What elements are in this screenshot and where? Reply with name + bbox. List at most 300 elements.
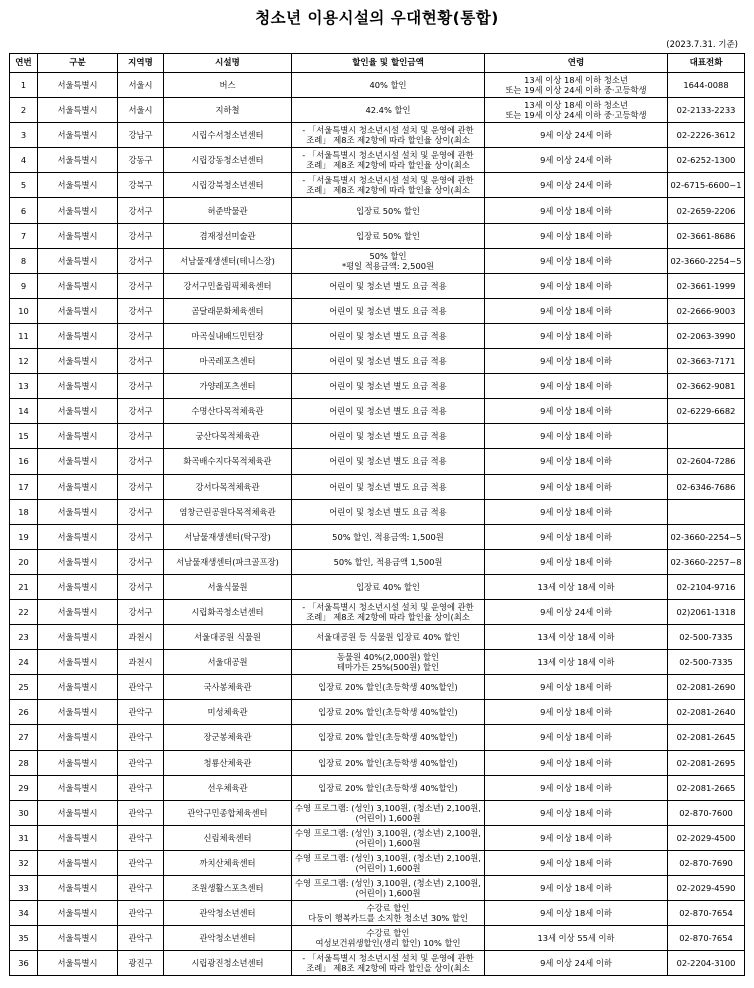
category-cell: 서울특별시 — [38, 474, 118, 499]
facility-name-cell: 가양레포츠센터 — [164, 374, 292, 399]
table-row — [10, 800, 745, 825]
row-number-cell: 30 — [10, 800, 38, 825]
facility-name-cell: 시립화곡청소년센터 — [164, 599, 292, 624]
category-cell: 서울특별시 — [38, 374, 118, 399]
age-cell — [485, 499, 668, 524]
table-row — [10, 374, 745, 399]
region-cell: 관악구 — [118, 800, 164, 825]
discount-cell — [292, 876, 485, 901]
region-cell: 강서구 — [118, 599, 164, 624]
category-cell: 서울특별시 — [38, 123, 118, 148]
phone-cell: 02-2081-2640 — [668, 700, 745, 725]
row-number-cell: 10 — [10, 298, 38, 323]
age-cell — [485, 524, 668, 549]
age-cell — [485, 374, 668, 399]
age-line-1: 9세 이상 18세 이하 — [540, 205, 612, 216]
age-cell — [485, 951, 668, 976]
category-cell: 서울특별시 — [38, 98, 118, 123]
table-row — [10, 599, 745, 624]
discount-cell — [292, 700, 485, 725]
facility-name-cell: 서울식물원 — [164, 574, 292, 599]
row-number-cell: 2 — [10, 98, 38, 123]
region-cell: 강동구 — [118, 148, 164, 173]
facility-name-cell: 시립강북청소년센터 — [164, 173, 292, 198]
row-number-cell: 29 — [10, 775, 38, 800]
age-line-1: 13세 이상 18세 이하 — [537, 657, 615, 668]
category-cell: 서울특별시 — [38, 951, 118, 976]
header-phone: 대표전화 — [668, 54, 745, 73]
facility-name-cell: 염창근린공원다목적체육관 — [164, 499, 292, 524]
row-number-cell: 5 — [10, 173, 38, 198]
category-cell: 서울특별시 — [38, 850, 118, 875]
discount-line-2: *평일 적용금액: 2,500원 — [341, 260, 435, 271]
phone-cell — [668, 424, 745, 449]
discount-line-2: (어린이) 1,600원 — [355, 837, 421, 848]
row-number-cell: 21 — [10, 574, 38, 599]
category-cell: 서울특별시 — [38, 574, 118, 599]
discount-cell — [292, 424, 485, 449]
region-cell: 강서구 — [118, 449, 164, 474]
discount-line-1: - 「서울특별시 청소년시설 설치 및 운영에 관한 — [302, 175, 474, 186]
page-title: 청소년 이용시설의 우대현황(통합) — [255, 9, 499, 27]
phone-cell: 02-2029-4500 — [668, 825, 745, 850]
discount-cell — [292, 650, 485, 675]
table-row — [10, 574, 745, 599]
age-cell — [485, 599, 668, 624]
row-number-cell: 33 — [10, 876, 38, 901]
category-cell: 서울특별시 — [38, 524, 118, 549]
region-cell: 서울시 — [118, 73, 164, 98]
discount-line-1: 어린이 및 청소년 별도 요금 적용 — [329, 356, 447, 367]
row-number-cell: 4 — [10, 148, 38, 173]
row-number-cell: 32 — [10, 850, 38, 875]
discount-cell — [292, 123, 485, 148]
age-cell — [485, 926, 668, 951]
age-line-1: 9세 이상 18세 이하 — [540, 255, 612, 266]
facility-name-cell: 관악구민종합체육센터 — [164, 800, 292, 825]
category-cell: 서울특별시 — [38, 323, 118, 348]
age-line-1: 9세 이상 18세 이하 — [540, 908, 612, 919]
table-row — [10, 876, 745, 901]
table-row — [10, 926, 745, 951]
discount-line-1: 어린이 및 청소년 별도 요금 적용 — [329, 456, 447, 467]
table-row — [10, 901, 745, 926]
discount-cell — [292, 248, 485, 273]
category-cell: 서울특별시 — [38, 725, 118, 750]
discount-cell — [292, 750, 485, 775]
age-line-1: 9세 이상 24세 이하 — [540, 130, 612, 141]
discount-line-1: 42.4% 할인 — [365, 105, 411, 116]
age-cell — [485, 98, 668, 123]
region-cell: 강서구 — [118, 574, 164, 599]
phone-cell — [668, 499, 745, 524]
discount-line-1: 수영 프로그램: (성인) 3,100원, (청소년) 2,100원, — [295, 827, 481, 838]
region-cell: 관악구 — [118, 876, 164, 901]
facility-name-cell: 선우체육관 — [164, 775, 292, 800]
phone-cell: 02)2061-1318 — [668, 599, 745, 624]
age-cell — [485, 750, 668, 775]
region-cell: 강서구 — [118, 323, 164, 348]
discount-cell — [292, 800, 485, 825]
age-line-1: 9세 이상 18세 이하 — [540, 456, 612, 467]
region-cell: 강서구 — [118, 198, 164, 223]
phone-cell: 1644-0088 — [668, 73, 745, 98]
discount-cell — [292, 323, 485, 348]
table-row — [10, 148, 745, 173]
facility-name-cell: 궁산다목적체육관 — [164, 424, 292, 449]
region-cell: 관악구 — [118, 725, 164, 750]
category-cell: 서울특별시 — [38, 198, 118, 223]
facility-name-cell: 국사봉체육관 — [164, 675, 292, 700]
region-cell: 강서구 — [118, 374, 164, 399]
discount-cell — [292, 73, 485, 98]
table-row — [10, 951, 745, 976]
discount-cell — [292, 599, 485, 624]
table-header-row — [10, 54, 745, 73]
category-cell: 서울특별시 — [38, 223, 118, 248]
age-cell — [485, 574, 668, 599]
discount-cell — [292, 850, 485, 875]
facility-name-cell: 서남물재생센터(테니스장) — [164, 248, 292, 273]
row-number-cell: 18 — [10, 499, 38, 524]
facility-name-cell: 서울대공원 식물원 — [164, 625, 292, 650]
row-number-cell: 6 — [10, 198, 38, 223]
age-line-1: 9세 이상 18세 이하 — [540, 807, 612, 818]
discount-cell — [292, 98, 485, 123]
row-number-cell: 15 — [10, 424, 38, 449]
row-number-cell: 24 — [10, 650, 38, 675]
age-line-1: 9세 이상 18세 이하 — [540, 506, 612, 517]
category-cell: 서울특별시 — [38, 700, 118, 725]
discount-line-1: - 「서울특별시 청소년시설 설치 및 운영에 관한 — [302, 602, 474, 613]
facility-name-cell: 시립광진청소년센터 — [164, 951, 292, 976]
region-cell: 관악구 — [118, 700, 164, 725]
table-row — [10, 173, 745, 198]
category-cell: 서울특별시 — [38, 750, 118, 775]
phone-cell: 02-870-7654 — [668, 901, 745, 926]
facility-name-cell: 청룡산체육관 — [164, 750, 292, 775]
row-number-cell: 23 — [10, 625, 38, 650]
category-cell: 서울특별시 — [38, 273, 118, 298]
facility-name-cell: 수명산다목적체육관 — [164, 399, 292, 424]
region-cell: 강서구 — [118, 424, 164, 449]
facility-name-cell: 허준박물관 — [164, 198, 292, 223]
region-cell: 관악구 — [118, 926, 164, 951]
age-cell — [485, 449, 668, 474]
phone-cell: 02-6715-6600~1 — [668, 173, 745, 198]
table-row — [10, 750, 745, 775]
region-cell: 관악구 — [118, 775, 164, 800]
table-row — [10, 499, 745, 524]
discount-line-1: 50% 할인 — [369, 250, 407, 261]
category-cell: 서울특별시 — [38, 775, 118, 800]
category-cell: 서울특별시 — [38, 675, 118, 700]
facility-name-cell: 서울대공원 — [164, 650, 292, 675]
phone-cell: 02-6346-7686 — [668, 474, 745, 499]
table-row — [10, 123, 745, 148]
age-cell — [485, 399, 668, 424]
facility-name-cell: 강서다목적체육관 — [164, 474, 292, 499]
header-no: 연번 — [10, 54, 38, 73]
region-cell: 강서구 — [118, 298, 164, 323]
discount-cell — [292, 349, 485, 374]
table-row — [10, 399, 745, 424]
table-row — [10, 424, 745, 449]
facility-name-cell: 화곡배수지다목적체육관 — [164, 449, 292, 474]
discount-line-1: - 「서울특별시 청소년시설 설치 및 운영에 관한 — [302, 125, 474, 136]
age-line-1: 9세 이상 18세 이하 — [540, 782, 612, 793]
row-number-cell: 26 — [10, 700, 38, 725]
phone-cell: 02-3660-2254~5 — [668, 248, 745, 273]
row-number-cell: 13 — [10, 374, 38, 399]
facility-name-cell: 시립수서청소년센터 — [164, 123, 292, 148]
age-cell — [485, 323, 668, 348]
table-row — [10, 625, 745, 650]
category-cell: 서울특별시 — [38, 825, 118, 850]
category-cell: 서울특별시 — [38, 599, 118, 624]
age-line-2: 또는 19세 이상 24세 이하 중·고등학생 — [505, 110, 647, 121]
age-cell — [485, 248, 668, 273]
discount-line-1: 어린이 및 청소년 별도 요금 적용 — [329, 305, 447, 316]
category-cell: 서울특별시 — [38, 349, 118, 374]
age-line-2: 또는 19세 이상 24세 이하 중·고등학생 — [505, 85, 647, 96]
region-cell: 광진구 — [118, 951, 164, 976]
discount-line-1: 어린이 및 청소년 별도 요금 적용 — [329, 381, 447, 392]
discount-cell — [292, 223, 485, 248]
age-line-1: 9세 이상 18세 이하 — [540, 431, 612, 442]
row-number-cell: 8 — [10, 248, 38, 273]
age-cell — [485, 123, 668, 148]
age-cell — [485, 298, 668, 323]
facility-name-cell: 마곡레포츠센터 — [164, 349, 292, 374]
header-facility: 시설명 — [164, 54, 292, 73]
discount-cell — [292, 625, 485, 650]
phone-cell: 02-2204-3100 — [668, 951, 745, 976]
header-category: 구분 — [38, 54, 118, 73]
discount-line-1: 어린이 및 청소년 별도 요금 적용 — [329, 431, 447, 442]
row-number-cell: 9 — [10, 273, 38, 298]
region-cell: 관악구 — [118, 750, 164, 775]
discount-line-1: 입장료 50% 할인 — [356, 205, 420, 216]
region-cell: 강서구 — [118, 524, 164, 549]
age-cell — [485, 675, 668, 700]
age-line-1: 13세 이상 18세 이하 청소년 — [524, 100, 628, 111]
facility-name-cell: 마곡실내배드민턴장 — [164, 323, 292, 348]
age-cell — [485, 800, 668, 825]
age-line-1: 13세 이상 18세 이하 — [537, 632, 615, 643]
table-row — [10, 323, 745, 348]
facility-name-cell: 장군봉체육관 — [164, 725, 292, 750]
discount-cell — [292, 775, 485, 800]
phone-cell: 02-2029-4590 — [668, 876, 745, 901]
table-row — [10, 248, 745, 273]
age-cell — [485, 198, 668, 223]
age-cell — [485, 700, 668, 725]
age-line-1: 9세 이상 18세 이하 — [540, 556, 612, 567]
discount-line-1: - 「서울특별시 청소년시설 설치 및 운영에 관한 — [302, 953, 474, 964]
table-row — [10, 650, 745, 675]
discount-line-1: - 「서울특별시 청소년시설 설치 및 운영에 관한 — [302, 150, 474, 161]
phone-cell: 02-3663-7171 — [668, 349, 745, 374]
age-line-1: 9세 이상 18세 이하 — [540, 832, 612, 843]
discount-line-1: 수영 프로그램: (성인) 3,100원, (청소년) 2,100원, — [295, 878, 481, 889]
age-cell — [485, 173, 668, 198]
row-number-cell: 25 — [10, 675, 38, 700]
age-line-1: 9세 이상 18세 이하 — [540, 381, 612, 392]
region-cell: 강서구 — [118, 549, 164, 574]
discount-line-1: 어린이 및 청소년 별도 요금 적용 — [329, 280, 447, 291]
age-line-1: 9세 이상 18세 이하 — [540, 531, 612, 542]
category-cell: 서울특별시 — [38, 625, 118, 650]
table-row — [10, 675, 745, 700]
phone-cell: 02-870-7600 — [668, 800, 745, 825]
discount-line-2: 다둥이 행복카드를 소지한 청소년 30% 할인 — [308, 913, 468, 924]
table-row — [10, 474, 745, 499]
discount-line-1: 어린이 및 청소년 별도 요금 적용 — [329, 406, 447, 417]
discount-line-2: 여성보건위생할인(생리 할인) 10% 할인 — [315, 938, 461, 949]
discount-cell — [292, 499, 485, 524]
age-line-1: 9세 이상 18세 이하 — [540, 757, 612, 768]
age-cell — [485, 876, 668, 901]
table-row — [10, 775, 745, 800]
age-cell — [485, 223, 668, 248]
discount-cell — [292, 951, 485, 976]
age-cell — [485, 148, 668, 173]
discount-line-2: 조례」 제8조 제2항에 따라 할인율 상이(최소 — [306, 135, 470, 146]
category-cell: 서울특별시 — [38, 901, 118, 926]
date-note: (2023.7.31. 기준) — [666, 40, 738, 50]
facility-name-cell: 버스 — [164, 73, 292, 98]
age-line-1: 9세 이상 24세 이하 — [540, 180, 612, 191]
region-cell: 강서구 — [118, 349, 164, 374]
category-cell: 서울특별시 — [38, 449, 118, 474]
phone-cell: 02-3660-2254~5 — [668, 524, 745, 549]
facility-name-cell: 신림체육센터 — [164, 825, 292, 850]
age-line-1: 9세 이상 18세 이하 — [540, 230, 612, 241]
discount-line-1: 입장료 20% 할인(초등학생 40%할인) — [318, 682, 458, 693]
discount-cell — [292, 298, 485, 323]
age-line-1: 9세 이상 18세 이하 — [540, 732, 612, 743]
age-line-1: 9세 이상 18세 이하 — [540, 356, 612, 367]
facility-name-cell: 조원생활스포츠센터 — [164, 876, 292, 901]
region-cell: 강서구 — [118, 499, 164, 524]
row-number-cell: 19 — [10, 524, 38, 549]
region-cell: 관악구 — [118, 901, 164, 926]
row-number-cell: 20 — [10, 549, 38, 574]
phone-cell: 02-870-7690 — [668, 850, 745, 875]
phone-cell: 02-500-7335 — [668, 650, 745, 675]
age-cell — [485, 825, 668, 850]
discount-line-1: 50% 할인, 적용금액 1,500원 — [333, 556, 443, 567]
phone-cell: 02-500-7335 — [668, 625, 745, 650]
age-line-1: 9세 이상 24세 이하 — [540, 607, 612, 618]
discount-cell — [292, 173, 485, 198]
discount-cell — [292, 825, 485, 850]
facility-name-cell: 곰달래문화체육센터 — [164, 298, 292, 323]
category-cell: 서울특별시 — [38, 876, 118, 901]
discount-line-1: 입장료 20% 할인(초등학생 40%할인) — [318, 707, 458, 718]
phone-cell: 02-2666-9003 — [668, 298, 745, 323]
category-cell: 서울특별시 — [38, 424, 118, 449]
facility-table — [9, 53, 745, 976]
discount-line-1: 수강료 할인 — [366, 903, 410, 914]
region-cell: 강서구 — [118, 399, 164, 424]
discount-line-1: 수강료 할인 — [366, 928, 410, 939]
category-cell: 서울특별시 — [38, 148, 118, 173]
discount-cell — [292, 198, 485, 223]
region-cell: 과천시 — [118, 650, 164, 675]
facility-name-cell: 시립강동청소년센터 — [164, 148, 292, 173]
discount-line-2: 조례」 제8조 제2항에 따라 할인율 상이(최소 — [306, 160, 470, 171]
age-line-1: 9세 이상 18세 이하 — [540, 330, 612, 341]
header-region: 지역명 — [118, 54, 164, 73]
row-number-cell: 3 — [10, 123, 38, 148]
discount-line-1: 40% 할인 — [369, 80, 407, 91]
phone-cell: 02-6252-1300 — [668, 148, 745, 173]
table-row — [10, 298, 745, 323]
category-cell: 서울특별시 — [38, 73, 118, 98]
phone-cell: 02-2081-2645 — [668, 725, 745, 750]
discount-line-2: 조례」 제8조 제2항에 따라 할인율 상이(최소 — [306, 185, 470, 196]
discount-cell — [292, 549, 485, 574]
table-row — [10, 198, 745, 223]
category-cell: 서울특별시 — [38, 298, 118, 323]
table-row — [10, 273, 745, 298]
row-number-cell: 12 — [10, 349, 38, 374]
discount-line-2: (어린이) 1,600원 — [355, 862, 421, 873]
facility-name-cell: 관악청소년센터 — [164, 901, 292, 926]
age-line-1: 9세 이상 18세 이하 — [540, 280, 612, 291]
row-number-cell: 22 — [10, 599, 38, 624]
facility-name-cell: 서남물재생센터(탁구장) — [164, 524, 292, 549]
discount-line-2: (어린이) 1,600원 — [355, 812, 421, 823]
discount-line-1: 어린이 및 청소년 별도 요금 적용 — [329, 481, 447, 492]
category-cell: 서울특별시 — [38, 248, 118, 273]
age-cell — [485, 725, 668, 750]
discount-line-1: 50% 할인, 적용금액: 1,500원 — [332, 531, 444, 542]
row-number-cell: 35 — [10, 926, 38, 951]
discount-cell — [292, 574, 485, 599]
age-line-1: 13세 이상 18세 이하 청소년 — [524, 75, 628, 86]
category-cell: 서울특별시 — [38, 499, 118, 524]
phone-cell: 02-3661-1999 — [668, 273, 745, 298]
discount-cell — [292, 148, 485, 173]
row-number-cell: 17 — [10, 474, 38, 499]
age-cell — [485, 349, 668, 374]
discount-line-1: 수영 프로그램: (성인) 3,100원, (청소년) 2,100원, — [295, 802, 481, 813]
discount-line-1: 입장료 50% 할인 — [356, 230, 420, 241]
region-cell: 강남구 — [118, 123, 164, 148]
discount-line-1: 입장료 20% 할인(초등학생 40%할인) — [318, 782, 458, 793]
age-cell — [485, 850, 668, 875]
discount-line-1: 입장료 40% 할인 — [356, 581, 420, 592]
facility-name-cell: 미성체육관 — [164, 700, 292, 725]
category-cell: 서울특별시 — [38, 399, 118, 424]
age-line-1: 9세 이상 18세 이하 — [540, 481, 612, 492]
region-cell: 관악구 — [118, 675, 164, 700]
table-row — [10, 725, 745, 750]
discount-line-2: 조례」 제8조 제2항에 따라 할인율 상이(최소 — [306, 612, 470, 623]
region-cell: 강서구 — [118, 273, 164, 298]
region-cell: 관악구 — [118, 825, 164, 850]
header-age: 연령 — [485, 54, 668, 73]
discount-cell — [292, 374, 485, 399]
age-line-1: 9세 이상 18세 이하 — [540, 857, 612, 868]
facility-name-cell: 강서구민올림픽체육센터 — [164, 273, 292, 298]
phone-cell: 02-2081-2695 — [668, 750, 745, 775]
row-number-cell: 36 — [10, 951, 38, 976]
discount-cell — [292, 474, 485, 499]
